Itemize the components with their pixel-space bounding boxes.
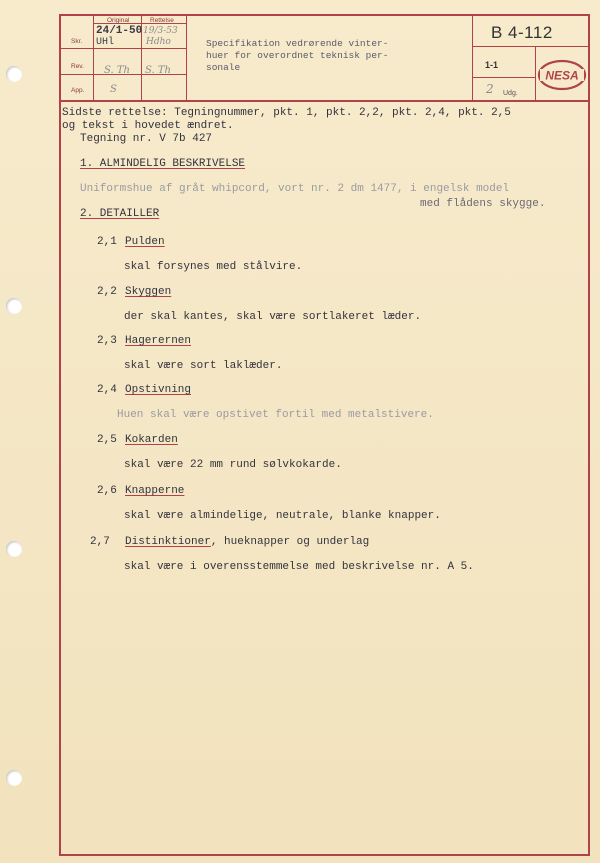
- item-number: 2,7: [90, 536, 110, 548]
- title-line: huer for overordnet teknisk per-: [206, 50, 389, 61]
- item-number: 2,2: [97, 286, 117, 298]
- column-label-rettelse: Rettelse: [150, 17, 174, 24]
- logo-text: NESA: [545, 68, 579, 83]
- item-number: 2,3: [97, 335, 117, 347]
- item-title: Hagerernen: [125, 335, 192, 347]
- skr-original-initials: UHl: [96, 37, 115, 48]
- punch-hole-bottom: [6, 770, 22, 786]
- skr-original-date: 24/1-50: [96, 25, 143, 37]
- item-title: Opstivning: [125, 384, 192, 396]
- nesa-logo: [537, 59, 587, 91]
- section-heading: 1. ALMINDELIG BESKRIVELSE: [80, 158, 246, 170]
- punch-hole-middle: [6, 298, 22, 314]
- skr-rettelse-initials: Hdho: [146, 37, 171, 47]
- edition-number: 2: [486, 82, 494, 96]
- item-text: skal være sort laklæder.: [124, 360, 283, 372]
- row-label-rev: Rev.: [71, 63, 84, 70]
- sheet-number: 1-1: [485, 60, 499, 70]
- item-number: 2,6: [97, 485, 117, 497]
- row-label-app: App.: [71, 87, 85, 94]
- item-title-row: [125, 536, 369, 548]
- title-line: Specifikation vedrørende vinter-: [206, 38, 389, 49]
- item-text: skal være 22 mm rund sølvkokarde.: [124, 459, 342, 471]
- rev-original-initials: S. Th: [104, 65, 130, 76]
- item-title: Knapperne: [125, 485, 185, 497]
- edition-label: Udg.: [503, 90, 518, 97]
- item-title: Kokarden: [125, 434, 178, 446]
- item-number: 2,5: [97, 434, 117, 446]
- punch-hole-lower: [6, 541, 22, 557]
- row-label-skr: Skr.: [71, 38, 83, 45]
- correction-line: og tekst i hovedet ændret.: [62, 120, 234, 132]
- item-number: 2,1: [97, 236, 117, 248]
- section-heading: 2. DETAILLER: [80, 208, 160, 220]
- item-title: Pulden: [125, 236, 165, 248]
- item-title: Skyggen: [125, 286, 172, 298]
- column-label-original: Original: [107, 17, 130, 24]
- item-title: Distinktioner: [125, 536, 211, 548]
- drawing-number-line: Tegning nr. V 7b 427: [80, 133, 213, 145]
- item-number: 2,4: [97, 384, 117, 396]
- app-original-initials: S: [110, 84, 117, 95]
- item-text: skal være almindelige, neutrale, blanke knapper.: [124, 510, 441, 522]
- document-number: B 4-112: [491, 23, 553, 42]
- document-title: [206, 38, 456, 74]
- rev-rettelse-initials: S. Th: [145, 65, 171, 76]
- item-text: skal være i overensstemmelse med beskrivelse nr. A 5.: [124, 561, 474, 573]
- item-text: Huen skal være opstivet fortil med metalstivere.: [117, 409, 434, 421]
- punch-hole-top: [6, 66, 22, 82]
- skr-rettelse-date: 19/3-53: [143, 26, 178, 36]
- item-title-suffix: , hueknapper og underlag: [210, 536, 370, 548]
- title-line: sonale: [206, 62, 241, 73]
- correction-line: Sidste rettelse: Tegningnummer, pkt. 1, pkt. 2,2, pkt. 2,4, pkt. 2,5: [62, 107, 511, 119]
- section-text: Uniformshue af gråt whipcord, vort nr. 2 dm 1477, i engelsk model: [80, 183, 510, 195]
- item-text: skal forsynes med stålvire.: [124, 261, 303, 273]
- section-text: med flådens skygge.: [420, 198, 546, 210]
- item-text: der skal kantes, skal være sortlakeret læder.: [124, 311, 422, 323]
